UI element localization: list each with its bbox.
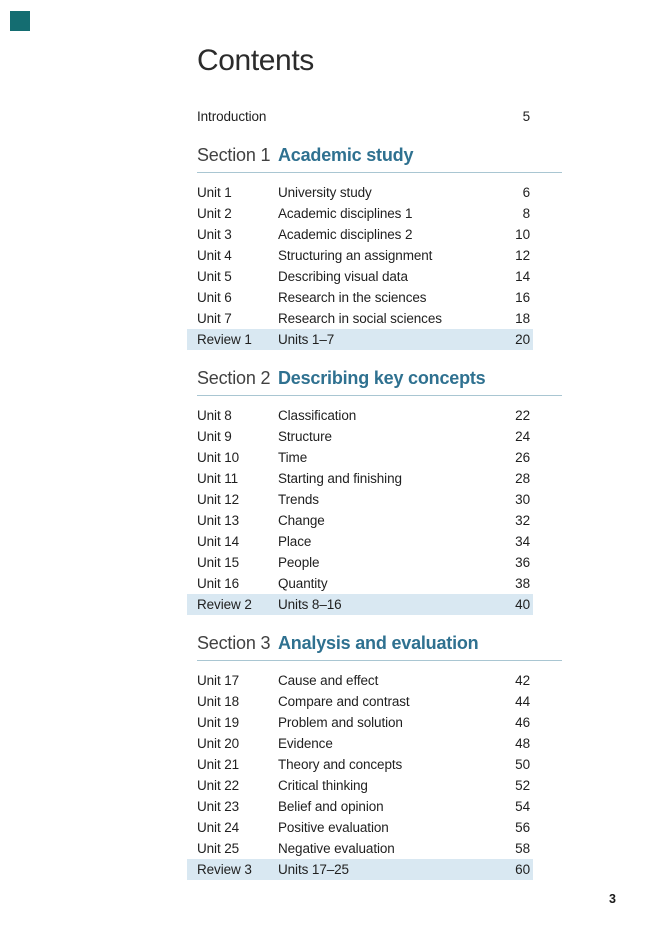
entry-unit-label: Review 3 <box>197 862 252 877</box>
toc-entry <box>197 447 562 468</box>
entry-unit-label: Unit 16 <box>197 576 240 591</box>
entry-page-number: 5 <box>522 109 530 124</box>
toc-entry <box>197 733 562 754</box>
toc-entry <box>197 691 562 712</box>
entry-page-number: 48 <box>515 736 530 751</box>
entry-title: Trends <box>278 492 319 507</box>
entry-unit-label: Unit 15 <box>197 555 240 570</box>
entry-page-number: 52 <box>515 778 530 793</box>
entry-unit-label: Unit 20 <box>197 736 240 751</box>
entry-unit-label: Unit 2 <box>197 206 232 221</box>
entry-unit-label: Unit 8 <box>197 408 232 423</box>
toc-entry <box>197 266 562 287</box>
entry-page-number: 34 <box>515 534 530 549</box>
entry-title: Compare and contrast <box>278 694 410 709</box>
entry-unit-label: Unit 14 <box>197 534 240 549</box>
section-title: Academic study <box>278 145 414 165</box>
entry-title: Change <box>278 513 325 528</box>
toc-sections <box>197 144 562 880</box>
entry-page-number: 54 <box>515 799 530 814</box>
section-rows <box>197 396 562 615</box>
entry-unit-label: Unit 11 <box>197 471 239 486</box>
entry-title: People <box>278 555 320 570</box>
toc-entry <box>197 245 562 266</box>
entry-page-number: 14 <box>515 269 530 284</box>
entry-title: Evidence <box>278 736 333 751</box>
entry-page-number: 36 <box>515 555 530 570</box>
entry-label: Introduction <box>197 109 267 124</box>
toc-entry <box>197 796 562 817</box>
corner-accent-square <box>10 11 30 31</box>
toc-entry <box>197 287 562 308</box>
toc-entry <box>197 308 562 329</box>
entry-title: Starting and finishing <box>278 471 402 486</box>
entry-unit-label: Unit 6 <box>197 290 232 305</box>
entry-unit-label: Unit 9 <box>197 429 232 444</box>
entry-page-number: 18 <box>515 311 530 326</box>
entry-title: Positive evaluation <box>278 820 389 835</box>
entry-unit-label: Unit 12 <box>197 492 240 507</box>
entry-title: Academic disciplines 1 <box>278 206 413 221</box>
entry-page-number: 44 <box>515 694 530 709</box>
toc-entry <box>197 182 562 203</box>
entry-title: Belief and opinion <box>278 799 384 814</box>
entry-page-number: 16 <box>515 290 530 305</box>
toc-entry <box>197 489 562 510</box>
toc-entry <box>197 670 562 691</box>
entry-page-number: 46 <box>515 715 530 730</box>
entry-page-number: 38 <box>515 576 530 591</box>
entry-title: Research in the sciences <box>278 290 427 305</box>
entry-unit-label: Unit 22 <box>197 778 240 793</box>
toc-entry <box>197 531 562 552</box>
entry-unit-label: Unit 17 <box>197 673 240 688</box>
section-heading <box>197 367 562 396</box>
entry-title: Structure <box>278 429 332 444</box>
entry-title: Problem and solution <box>278 715 403 730</box>
entry-title: Time <box>278 450 308 465</box>
entry-title: Quantity <box>278 576 328 591</box>
entry-unit-label: Unit 19 <box>197 715 240 730</box>
review-row <box>187 859 533 880</box>
section-title: Analysis and evaluation <box>278 633 479 653</box>
entry-page-number: 58 <box>515 841 530 856</box>
entry-unit-label: Unit 4 <box>197 248 232 263</box>
toc-section <box>197 144 562 350</box>
entry-unit-label: Review 2 <box>197 597 252 612</box>
entry-title: Academic disciplines 2 <box>278 227 413 242</box>
entry-page-number: 24 <box>515 429 530 444</box>
entry-unit-label: Unit 3 <box>197 227 232 242</box>
section-rows <box>197 661 562 880</box>
toc-entry <box>197 203 562 224</box>
entry-page-number: 50 <box>515 757 530 772</box>
entry-title: Negative evaluation <box>278 841 395 856</box>
entry-title: Theory and concepts <box>278 757 403 772</box>
entry-title: Cause and effect <box>278 673 379 688</box>
entry-page-number: 22 <box>515 408 530 423</box>
toc-entry <box>197 838 562 859</box>
section-number-label: Section 2 <box>197 368 271 388</box>
entry-page-number: 32 <box>515 513 530 528</box>
entry-title: Structuring an assignment <box>278 248 433 263</box>
toc-entry-introduction <box>197 106 562 127</box>
entry-page-number: 28 <box>515 471 530 486</box>
toc-entry <box>197 468 562 489</box>
entry-title: Research in social sciences <box>278 311 442 326</box>
toc-entry <box>197 405 562 426</box>
toc-section <box>197 367 562 615</box>
entry-title: Place <box>278 534 312 549</box>
entry-title: Classification <box>278 408 357 423</box>
section-number-label: Section 1 <box>197 145 271 165</box>
toc-section <box>197 632 562 880</box>
entry-unit-label: Unit 10 <box>197 450 240 465</box>
section-heading <box>197 144 562 173</box>
section-rows <box>197 173 562 350</box>
entry-title: Critical thinking <box>278 778 368 793</box>
entry-unit-label: Unit 7 <box>197 311 232 326</box>
entry-unit-label: Unit 18 <box>197 694 240 709</box>
entry-page-number: 8 <box>522 206 530 221</box>
toc-entry <box>197 224 562 245</box>
toc-entry <box>197 712 562 733</box>
toc-entry <box>197 552 562 573</box>
review-row <box>187 329 533 350</box>
review-row <box>187 594 533 615</box>
toc-entry <box>197 817 562 838</box>
entry-unit-label: Unit 23 <box>197 799 240 814</box>
entry-unit-label: Review 1 <box>197 332 252 347</box>
page-title: Contents <box>197 44 314 77</box>
page-folio-number: 3 <box>609 892 616 906</box>
toc-entry <box>197 754 562 775</box>
entry-unit-label: Unit 13 <box>197 513 240 528</box>
entry-page-number: 56 <box>515 820 530 835</box>
entry-title: Units 1–7 <box>278 332 335 347</box>
entry-unit-label: Unit 5 <box>197 269 232 284</box>
entry-page-number: 26 <box>515 450 530 465</box>
entry-page-number: 30 <box>515 492 530 507</box>
entry-page-number: 10 <box>515 227 530 242</box>
toc-entry <box>197 775 562 796</box>
entry-title: Describing visual data <box>278 269 408 284</box>
section-title: Describing key concepts <box>278 368 486 388</box>
entry-page-number: 20 <box>515 332 530 347</box>
entry-unit-label: Unit 1 <box>197 185 232 200</box>
entry-page-number: 6 <box>522 185 530 200</box>
contents-page <box>197 44 562 880</box>
entry-page-number: 60 <box>515 862 530 877</box>
entry-unit-label: Unit 21 <box>197 757 240 772</box>
entry-title: University study <box>278 185 372 200</box>
toc-entry <box>197 510 562 531</box>
toc-entry <box>197 573 562 594</box>
entry-page-number: 42 <box>515 673 530 688</box>
entry-unit-label: Unit 24 <box>197 820 240 835</box>
toc-entry <box>197 426 562 447</box>
entry-page-number: 12 <box>515 248 530 263</box>
section-heading <box>197 632 562 661</box>
entry-page-number: 40 <box>515 597 530 612</box>
section-number-label: Section 3 <box>197 633 271 653</box>
entry-unit-label: Unit 25 <box>197 841 240 856</box>
entry-title: Units 17–25 <box>278 862 349 877</box>
entry-title: Units 8–16 <box>278 597 342 612</box>
